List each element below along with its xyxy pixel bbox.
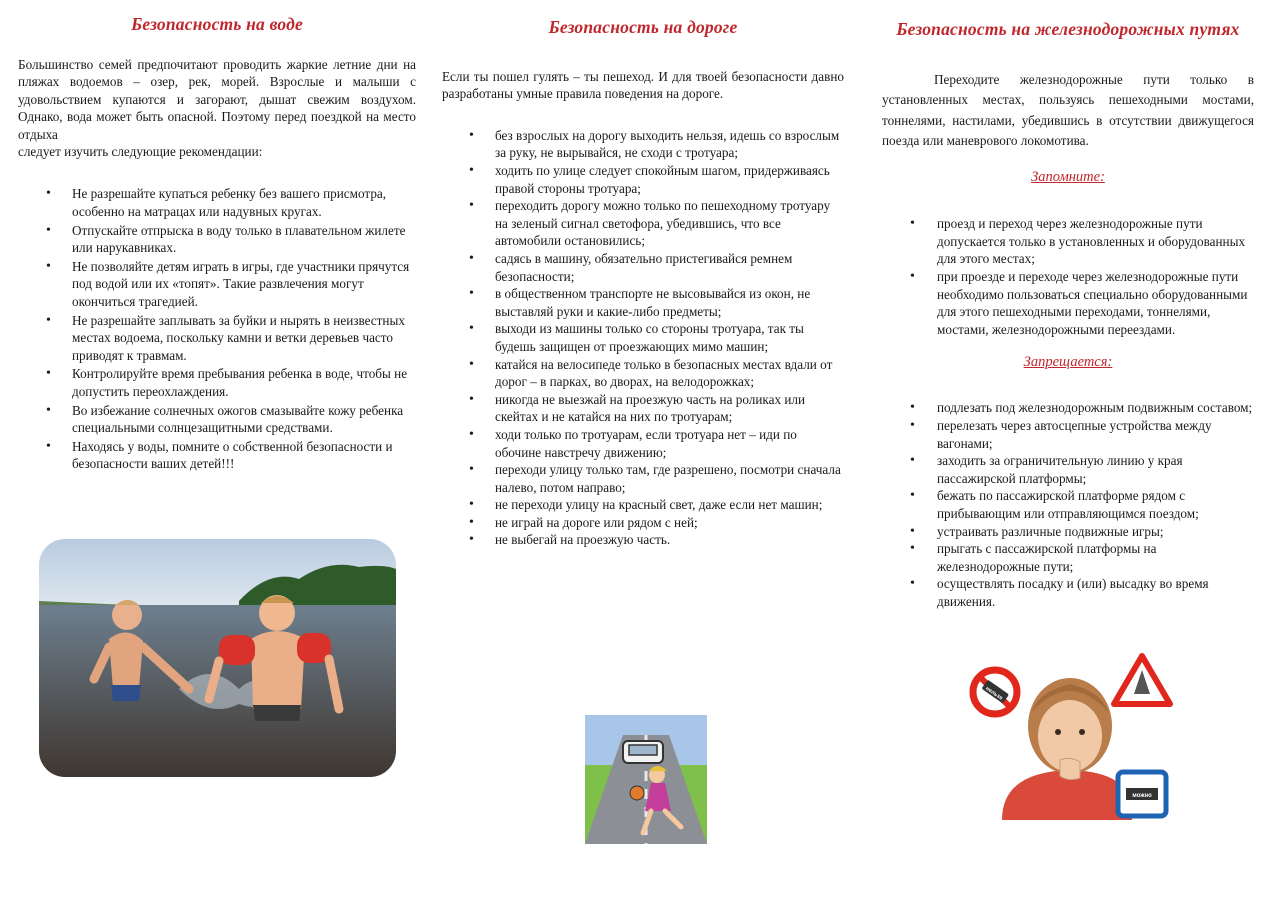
list-item: • ходить по улице следует спокойным шагом, придерживаясь правой стороны тротуара;: [442, 162, 844, 197]
list-item: • подлезать под железнодорожным подвижным составом;: [882, 399, 1254, 417]
road-rules-list: [442, 127, 844, 549]
forbidden-list: [882, 399, 1254, 610]
road-safety-column: [442, 0, 844, 549]
remember-heading: Запомните:: [1031, 169, 1105, 186]
list-item: • проезд и переход через железнодорожные пути допускается только в установленных и оборудованных для этого местах;: [882, 215, 1254, 268]
list-item: • бежать по пассажирской платформе рядом с прибывающим или отправляющимся поездом;: [882, 487, 1254, 522]
list-item: • прыгать с пассажирской платформы на железнодорожные пути;: [882, 540, 1254, 575]
list-item: • Контролируйте время пребывания ребенка в воде, чтобы не допустить переохлаждения.: [18, 365, 416, 400]
water-intro-2: следует изучить следующие рекомендации:: [18, 144, 263, 160]
sign-no-label: нельзя: [984, 685, 1004, 702]
list-item: • никогда не выезжай на проезжую часть на роликах или скейтах и не катайся на них по тротуарам;: [442, 391, 844, 426]
remember-list: [882, 215, 1254, 338]
list-item: • ходи только по тротуарам, если тротуара нет – иди по обочине навстречу движению;: [442, 426, 844, 461]
list-item: • переходи улицу только там, где разрешено, посмотри сначала налево, потом направо;: [442, 461, 844, 496]
list-item: • заходить за ограничительную линию у края пассажирской платформы;: [882, 452, 1254, 487]
list-item: • не переходи улицу на красный свет, даже если нет машин;: [442, 496, 844, 514]
list-item: • не выбегай на проезжую часть.: [442, 531, 844, 549]
list-item: • устраивать различные подвижные игры;: [882, 523, 1254, 541]
rail-safety-column: [882, 0, 1254, 610]
list-item: • не играй на дороге или рядом с ней;: [442, 514, 844, 532]
sign-yes-label: можно: [1132, 793, 1152, 799]
list-item: • без взрослых на дорогу выходить нельзя, идешь со взрослым за руку, не вырывайся, не сходи с тротуара;: [442, 127, 844, 162]
road-intro: Если ты пошел гулять – ты пешеход. И для твоей безопасности давно разработаны умные правила поведения на дороге.: [442, 69, 844, 102]
forbidden-heading: Запрещается:: [1023, 354, 1113, 371]
list-item: • Не разрешайте купаться ребенку без вашего присмотра, особенно на матрацах или надувных кругах.: [18, 185, 416, 220]
warning-sign-icon: [1114, 656, 1170, 704]
child-signs-illustration: [962, 652, 1174, 820]
list-item: • катайся на велосипеде только в безопасных местах вдали от дорог – в парках, во дворах, на велодорожках;: [442, 356, 844, 391]
list-item: • Находясь у воды, помните о собственной безопасности и безопасности ваших детей!!!: [18, 438, 416, 473]
children-swimming-photo: [39, 539, 396, 777]
list-item: • Не позволяйте детям играть в игры, где участники прячутся под водой или их «топят». Такие развлечения могут окончиться трагедией.: [18, 258, 416, 311]
rail-safety-title: Безопасность на железнодорожных путях: [896, 19, 1240, 39]
rail-intro: Переходите железнодорожные пути только в установленных местах, пользуясь пешеходными мостами, тоннелями, настилами, убедившись в отсутствии движущегося поезда или маневрового локомотива.: [882, 72, 1254, 148]
children-swimming-illustration: [39, 539, 396, 777]
road-illustration: [585, 715, 707, 844]
list-item: • перелезать через автосцепные устройства между вагонами;: [882, 417, 1254, 452]
water-safety-title: Безопасность на воде: [131, 14, 303, 34]
list-item: • в общественном транспорте не высовывайся из окон, не выставляй руки и какие-либо предметы;: [442, 285, 844, 320]
road-safety-title: Безопасность на дороге: [548, 17, 738, 37]
list-item: • переходить дорогу можно только по пешеходному тротуару на зеленый сигнал светофора, убедившись, что все автомобили остановились;: [442, 197, 844, 250]
water-recommendations-list: [18, 185, 416, 473]
water-safety-column: [18, 0, 416, 474]
road-girl-illustration: [585, 715, 707, 844]
list-item: • осуществлять посадку и (или) высадку во время движения.: [882, 575, 1254, 610]
list-item: • Во избежание солнечных ожогов смазывайте кожу ребенка специальными солнцезащитными средствами.: [18, 402, 416, 437]
list-item: • Отпускайте отпрыска в воду только в плавательном жилете или нарукавниках.: [18, 222, 416, 257]
list-item: • Не разрешайте заплывать за буйки и нырять в неизвестных местах водоема, поскольку камни и ветки деревьев часто приводят к травмам.: [18, 312, 416, 365]
list-item: • при проезде и переходе через железнодорожные пути необходимо пользоваться специально оборудованными для этого пешеходными переходами, тоннелями, мостами, железнодорожными переездами.: [882, 268, 1254, 338]
list-item: • садясь в машину, обязательно пристегивайся ремнем безопасности;: [442, 250, 844, 285]
child-with-signs-illustration: [962, 652, 1174, 820]
list-item: • выходи из машины только со стороны тротуара, так ты будешь защищен от проезжающих мимо машин;: [442, 320, 844, 355]
water-intro: Большинство семей предпочитают проводить жаркие летние дни на пляжах водоемов – озер, рек, морей. Взрослые и малыши с удовольствием купаются и загорают, дышат свежим воздухом. Однако, вода может быть опасной. Поэтому перед поездкой на место отдыха: [18, 57, 416, 142]
